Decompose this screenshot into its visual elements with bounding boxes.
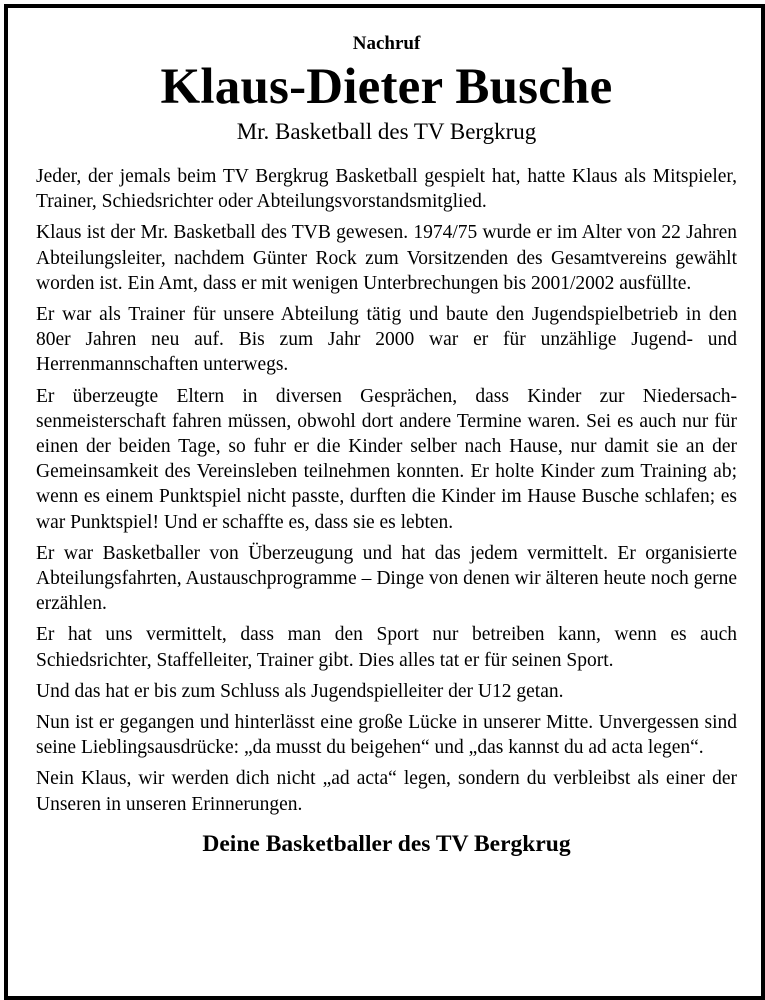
paragraph-1: Jeder, der jemals beim TV Bergkrug Basketball gespielt hat, hatte Klaus als Mitspieler, Trainer, Schiedsrichter oder Abteilungsvorstandsmitglied. — [36, 166, 737, 213]
honorific-subtitle: Mr. Basketball des TV Bergkrug — [236, 119, 537, 144]
deceased-name: Klaus-Dieter Busche — [160, 59, 613, 115]
signature-line: Deine Basketballer des TV Bergkrug — [202, 830, 571, 857]
paragraph-3: Er war als Trainer für unsere Abteilung tätig und baute den Jugendspielbetrieb in den 80er Jahren neu auf. Bis zum Jahr 2000 war er für unzählige Jugend- und Herrenmannschaften unterwegs. — [36, 304, 737, 376]
paragraph-5: Er war Basketballer von Überzeugung und hat das jedem vermittelt. Er organisierte Abteilungsfahrten, Austauschprogramme – Dinge von denen wir älteren heute noch gerne erzählen. — [36, 542, 737, 615]
obituary-content — [36, 28, 737, 859]
paragraph-6: Er hat uns vermittelt, dass man den Sport nur betreiben kann, wenn es auch Schiedsrichter, Staffelleiter, Trainer gibt. Dies alles tat er für seinen Sport. — [36, 624, 737, 671]
paragraph-7: Und das hat er bis zum Schluss als Jugendspielleiter der U12 getan. — [36, 680, 564, 702]
paragraph-8: Nun ist er gegangen und hinterlässt eine große Lücke in unserer Mitte. Unvergessen sind seine Lieblingsausdrücke: „da musst du beigehen“ und „das kannst du ad acta legen“. — [36, 712, 737, 759]
obituary-frame — [4, 4, 765, 1000]
paragraph-4: Er überzeugte Eltern in diversen Gesprächen, dass Kinder zur Niedersachsenmeisterschaft fahren müssen, obwohl dort andere Termine waren. Sei es auch nur für einen der beiden Tage, so fuhr er die Kinder selber nach Hause, nur damit sie an der Gemeinsamkeit des Vereinsleben teilnehmen konnten. Er holte Kinder zum Training ab; wenn es einem Punktspiel nicht passte, durften die Kinder im Hause Busche schlafen; es war Punktspiel! Und er schaffte es, dass sie es lebten. — [36, 385, 737, 533]
obituary-body — [36, 164, 737, 817]
notice-type-heading: Nachruf — [352, 33, 421, 54]
paragraph-2: Klaus ist der Mr. Basketball des TVB gewesen. 1974/75 wurde er im Alter von 22 Jahren Abteilungsleiter, nachdem Günter Rock zum Vorsitzenden des Gesamtvereins gewählt worden ist. Ein Amt, dass er mit wenigen Unterbrechungen bis 2001/2002 ausfüllte. — [36, 222, 737, 294]
paragraph-9: Nein Klaus, wir werden dich nicht „ad acta“ legen, sondern du verbleibst als einer der Unseren in unseren Erinnerungen. — [36, 768, 737, 815]
